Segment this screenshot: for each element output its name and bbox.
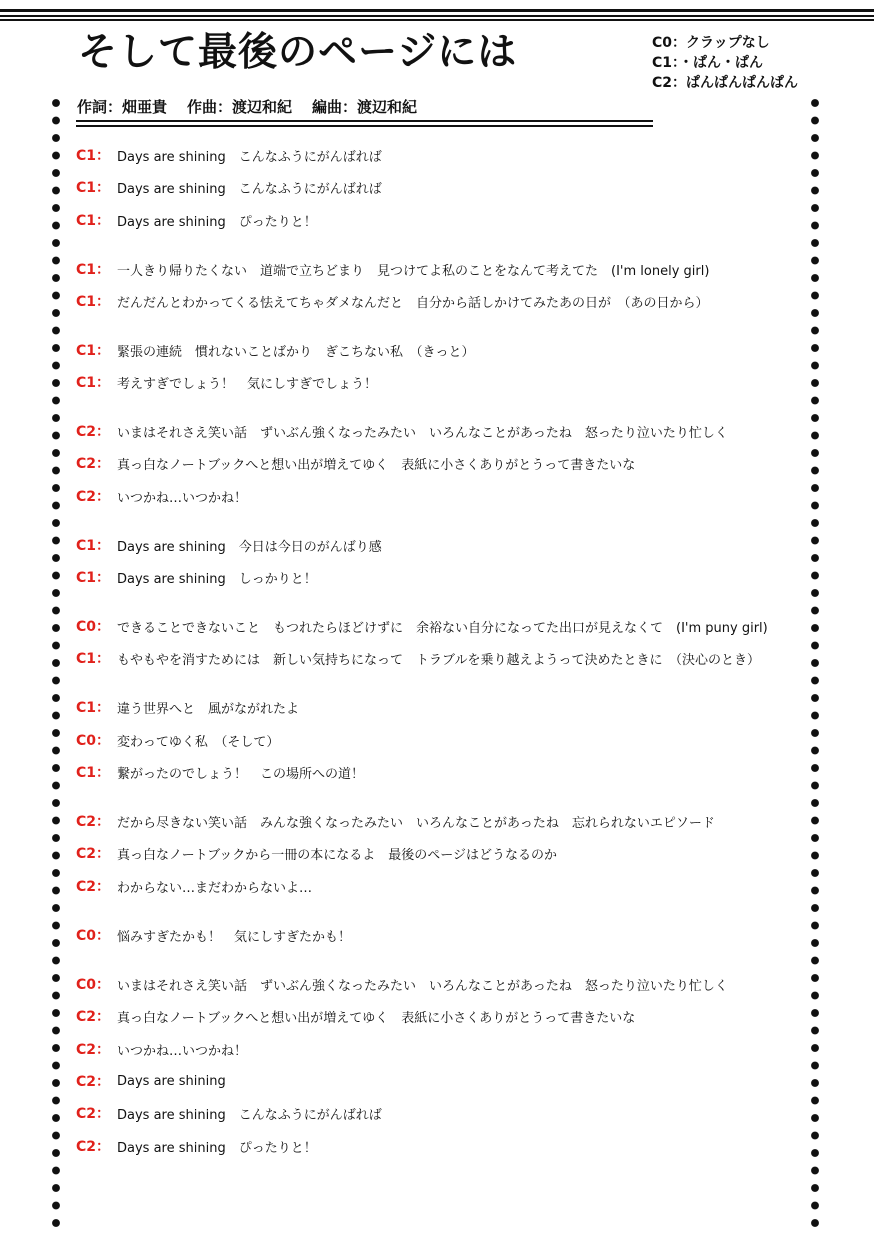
- lyric-text: いつかね…いつかね！: [117, 490, 248, 506]
- lyric-line: [76, 1103, 382, 1123]
- lyric-text: もやもやを消すためには 新しい気持ちになって トラブルを乗り越えようって決めたときに （決心のとき）: [117, 652, 760, 668]
- lyric-line: [76, 843, 557, 863]
- lyric-text: Days are shining しっかりと！: [117, 571, 317, 587]
- clap-marker: C1：: [76, 213, 111, 229]
- lyric-line: [76, 421, 728, 441]
- song-title: そして最後のページには: [78, 30, 518, 75]
- lyric-line: [76, 730, 279, 750]
- lyric-text: Days are shining ぴったりと！: [117, 214, 317, 230]
- lyric-text: だんだんとわかってくる怯えてちゃダメなんだと 自分から話しかけてみたあの日が （あの日から）: [117, 295, 709, 311]
- lyric-text: Days are shining こんなふうにがんばれば: [117, 181, 382, 197]
- clap-marker: C2：: [76, 1139, 111, 1155]
- lyric-line: [76, 210, 317, 230]
- lyric-text: いまはそれさえ笑い話 ずいぶん強くなったみたい いろんなことがあったね 怒ったり泣いたり忙しく: [117, 425, 728, 441]
- lyric-text: 悩みすぎたかも！ 気にしすぎたかも！: [117, 929, 352, 945]
- header-rule: [0, 19, 874, 21]
- clap-marker: C2：: [76, 1074, 111, 1090]
- legend-item-c0: C0：クラップなし: [652, 35, 770, 51]
- lyric-text: できることできないこと もつれたらほどけずに 余裕ない自分になってた出口が見えなくて (I'm puny girl): [117, 620, 768, 636]
- lyric-text: Days are shining ぴったりと！: [117, 1140, 317, 1156]
- clap-marker: C2：: [76, 879, 111, 895]
- lyric-line: [76, 811, 715, 831]
- credits: [77, 97, 417, 117]
- lyric-line: [76, 974, 728, 994]
- arranger-credit: 編曲：渡辺和紀: [312, 98, 418, 116]
- lyric-text: 繋がったのでしょう！ この場所への道！: [117, 766, 365, 782]
- lyric-line: [76, 567, 317, 587]
- clap-marker: C1：: [76, 180, 111, 196]
- header-rule: [0, 15, 874, 17]
- lyric-text: いまはそれさえ笑い話 ずいぶん強くなったみたい いろんなことがあったね 怒ったり泣いたり忙しく: [117, 978, 728, 994]
- clap-marker: C1：: [76, 343, 111, 359]
- clap-marker: C0：: [76, 977, 111, 993]
- lyric-text: 一人きり帰りたくない 道端で立ちどまり 見つけてよ私のことをなんて考えてた (I'm lonely girl): [117, 263, 710, 279]
- clap-marker: C1：: [76, 148, 111, 164]
- lyric-text: だから尽きない笑い話 みんな強くなったみたい いろんなことがあったね 忘れられないエピソード: [117, 815, 715, 831]
- clap-marker: C2：: [76, 814, 111, 830]
- lyric-line: [76, 372, 377, 392]
- lyric-line: [76, 648, 760, 668]
- lyric-line: [76, 291, 709, 311]
- lyric-text: 真っ白なノートブックへと想い出が増えてゆく 表紙に小さくありがとうって書きたいな: [117, 1010, 636, 1026]
- lyric-line: [76, 876, 312, 896]
- lyric-line: [76, 616, 768, 636]
- clap-marker: C0：: [76, 619, 111, 635]
- lyric-line: [76, 340, 475, 360]
- lyric-text: いつかね…いつかね！: [117, 1043, 248, 1059]
- composer-credit: 作曲：渡辺和紀: [187, 98, 293, 116]
- clap-marker: C2：: [76, 1106, 111, 1122]
- lyric-line: [76, 145, 382, 165]
- lyric-text: Days are shining こんなふうにがんばれば: [117, 1107, 382, 1123]
- lyric-text: 変わってゆく私 （そして）: [117, 734, 280, 750]
- lyric-text: 違う世界へと 風がながれたよ: [117, 701, 300, 717]
- clap-marker: C1：: [76, 651, 111, 667]
- lyric-line: [76, 535, 382, 555]
- clap-marker: C2：: [76, 1042, 111, 1058]
- clap-marker: C1：: [76, 570, 111, 586]
- lyric-text: Days are shining: [117, 1073, 226, 1089]
- lyric-text: 真っ白なノートブックから一冊の本になるよ 最後のページはどうなるのか: [117, 847, 558, 863]
- clap-marker: C0：: [76, 733, 111, 749]
- lyric-line: [76, 762, 364, 782]
- clap-marker: C0：: [76, 928, 111, 944]
- clap-marker: C1：: [76, 294, 111, 310]
- lyric-line: [76, 1006, 635, 1026]
- clap-marker: C2：: [76, 489, 111, 505]
- lyric-line: [76, 486, 247, 506]
- clap-marker: C1：: [76, 262, 111, 278]
- lyric-line: [76, 453, 635, 473]
- lyric-line: [76, 1039, 247, 1059]
- header-rule: [0, 9, 874, 12]
- legend-item-c1: C1：・ぱん・ぱん: [652, 55, 764, 71]
- lyric-text: Days are shining こんなふうにがんばれば: [117, 149, 382, 165]
- lyric-line: [76, 1136, 317, 1156]
- credits-underline: [76, 125, 653, 127]
- clap-legend: [652, 33, 798, 93]
- lyric-line: [76, 1071, 226, 1091]
- clap-marker: C2：: [76, 456, 111, 472]
- lyric-text: Days are shining 今日は今日のがんばり感: [117, 539, 382, 555]
- clap-marker: C1：: [76, 765, 111, 781]
- left-dot-border: [51, 98, 61, 1233]
- lyric-text: 考えすぎでしょう！ 気にしすぎでしょう！: [117, 376, 378, 392]
- lyric-text: 緊張の連続 慣れないことばかり ぎこちない私 （きっと）: [117, 344, 475, 360]
- lyric-text: わからない…まだわからないよ…: [117, 880, 313, 896]
- clap-marker: C1：: [76, 700, 111, 716]
- clap-marker: C1：: [76, 375, 111, 391]
- lyricist-credit: 作詞：畑亜貴: [77, 98, 168, 116]
- lyric-text: 真っ白なノートブックへと想い出が増えてゆく 表紙に小さくありがとうって書きたいな: [117, 457, 636, 473]
- lyric-line: [76, 925, 351, 945]
- right-dot-border: [810, 98, 820, 1233]
- lyric-line: [76, 259, 709, 279]
- credits-underline: [76, 120, 653, 122]
- clap-marker: C2：: [76, 1009, 111, 1025]
- lyric-line: [76, 697, 299, 717]
- lyric-line: [76, 177, 382, 197]
- clap-marker: C2：: [76, 424, 111, 440]
- clap-marker: C2：: [76, 846, 111, 862]
- clap-marker: C1：: [76, 538, 111, 554]
- legend-item-c2: C2：ぱんぱんぱんぱん: [652, 75, 799, 91]
